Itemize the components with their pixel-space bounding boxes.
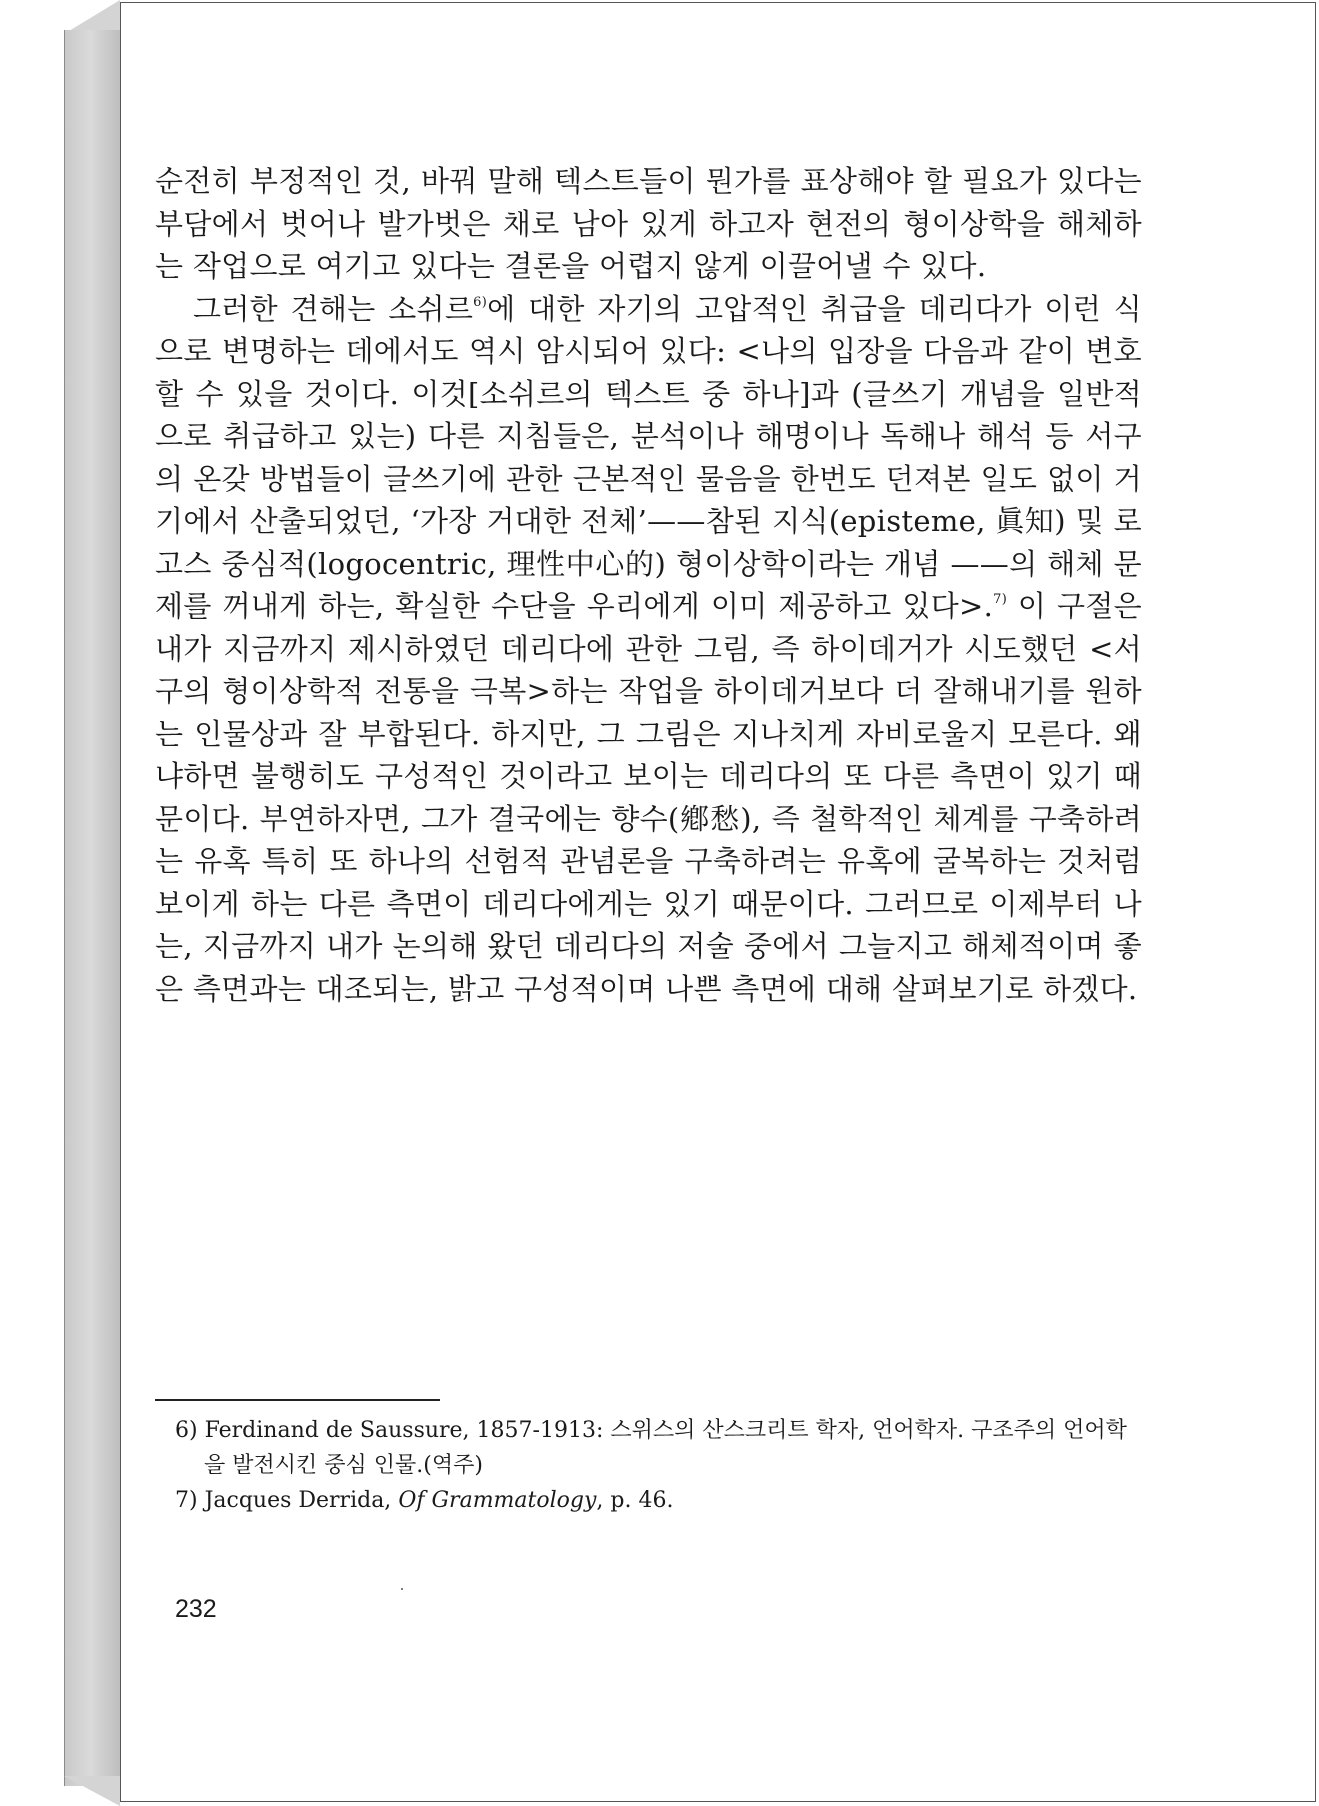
- print-speck: [401, 1588, 403, 1590]
- footnote-divider: [155, 1399, 440, 1401]
- book-spine: [64, 30, 121, 1786]
- paragraph-2-part-b: 에 대한 자기의 고압적인 취급을 데리다가 이런 식으로 변명하는 데에서도 역시 암시되어 있다: <나의 입장을 다음과 같이 변호할 수 있을 것이다. 이것[소쉬르의 텍스트 중 하나]과 (글쓰기 개념을 일반적으로 취급하고 있는) 다른 지침들은, 분석이나 해명이나 독해나 해석 등 서구의 온갖 방법들이 글쓰기에 관한 근본적인 물음을 한번도 던져본 일도 없이 거기에서 산출되었던, ‘가장 거대한 전체’——참된 지식(episteme, 眞知) 및 로고스 중심적(logocentric, 理性中心的) 형이상학이라는 개념 ——의 해체 문제를 꺼내게 하는, 확실한 수단을 우리에게 이미 제공하고 있다>.: [155, 291, 1142, 623]
- book-spine-bottom: [64, 1776, 120, 1806]
- paragraph-2-part-a: 그러한 견해는 소쉬르: [193, 291, 474, 326]
- footnote-ref-6: 6): [473, 294, 488, 310]
- footnote-6: 6) Ferdinand de Saussure, 1857-1913: 스위스의 산스크리트 학자, 언어학자. 구조주의 언어학을 발전시킨 중심 인물.(역주): [175, 1418, 1127, 1478]
- footnote-7-title: Of Grammatology: [398, 1488, 597, 1513]
- footnote-7-prefix: 7) Jacques Derrida,: [175, 1488, 399, 1513]
- book-spine-top: [64, 0, 120, 34]
- footnotes: [175, 1413, 1142, 1518]
- page-number: 232: [175, 1595, 217, 1623]
- paragraph-1: 순전히 부정적인 것, 바꿔 말해 텍스트들이 뭔가를 표상해야 할 필요가 있다는 부담에서 벗어나 발가벗은 채로 남아 있게 하고자 현전의 형이상학을 해체하는 작업으로 여기고 있다는 결론을 어렵지 않게 이끌어낼 수 있다.: [155, 164, 1142, 283]
- paragraph-2: [155, 288, 1142, 1011]
- body-text: [155, 160, 1142, 1010]
- footnote-7: [175, 1483, 1142, 1518]
- footnote-ref-7: 7): [993, 592, 1008, 607]
- paragraph-2-part-c: 이 구절은 내가 지금까지 제시하였던 데리다에 관한 그림, 즉 하이데거가 시도했던 <서구의 형이상학적 전통을 극복>하는 작업을 하이데거보다 더 잘해내기를 원하는 인물상과 잘 부합된다. 하지만, 그 그림은 지나치게 자비로울지 모른다. 왜냐하면 불행히도 구성적인 것이라고 보이는 데리다의 또 다른 측면이 있기 때문이다. 부연하자면, 그가 결국에는 향수(鄕愁), 즉 철학적인 체계를 구축하려는 유혹 특히 또 하나의 선험적 관념론을 구축하려는 유혹에 굴복하는 것처럼 보이게 하는 다른 측면이 데리다에게는 있기 때문이다. 그러므로 이제부터 나는, 지금까지 내가 논의해 왔던 데리다의 저술 중에서 그늘지고 해체적이며 좋은 측면과는 대조되는, 밝고 구성적이며 나쁜 측면에 대해 살펴보기로 하겠다.: [155, 589, 1142, 1006]
- footnote-7-suffix: , p. 46.: [596, 1488, 674, 1513]
